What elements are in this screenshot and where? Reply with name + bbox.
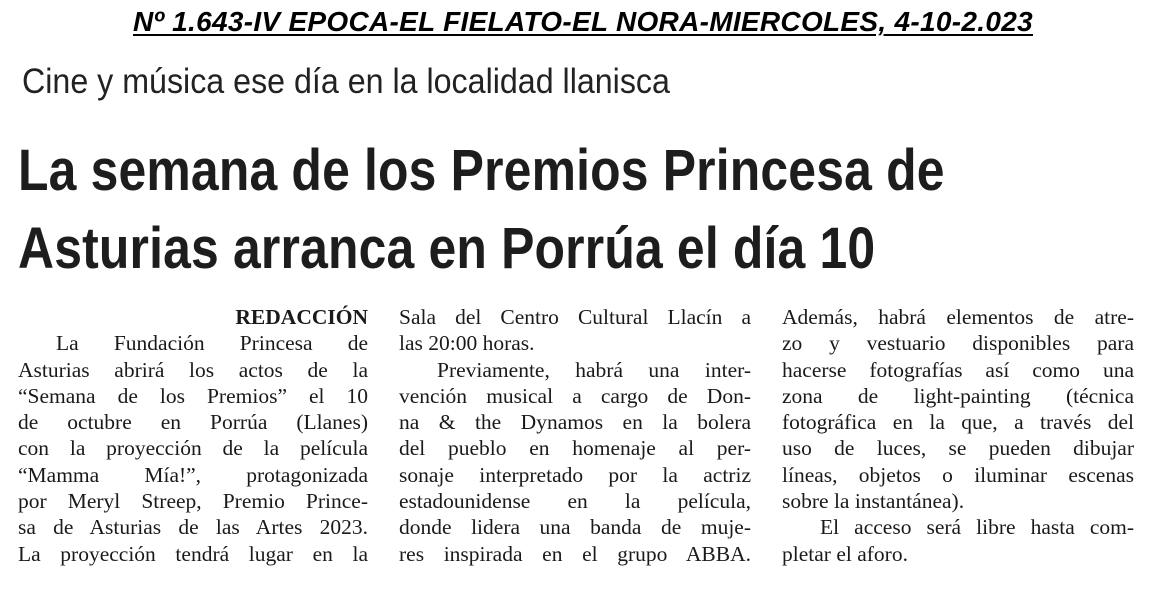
- text-line: Además, habrá elementos de atre-: [782, 305, 1134, 329]
- text-line: Asturias abrirá los actos de la: [18, 357, 368, 382]
- text-line: zo y vestuario disponibles para: [782, 331, 1134, 356]
- text-line: Sala del Centro Cultural Llacín a: [399, 305, 751, 329]
- text-line: “Semana de los Premios” el 10: [18, 383, 368, 408]
- text-line: sa de Asturias de las Artes 2023.: [18, 515, 368, 540]
- text-line: res inspirada en el grupo ABBA.: [399, 541, 751, 566]
- column-3: [782, 304, 1134, 567]
- text-line: hacerse fotografías así como una: [782, 357, 1134, 382]
- text-line: Previamente, habrá una inter-: [437, 357, 751, 382]
- column-1: [18, 304, 368, 567]
- masthead: [0, 6, 1166, 38]
- column-2: [399, 304, 751, 567]
- text-line: por Meryl Streep, Premio Prince-: [18, 489, 368, 514]
- text-line: del pueblo en homenaje al per-: [399, 436, 751, 461]
- text-line: las 20:00 horas.: [399, 331, 535, 356]
- text-line: de octubre en Porrúa (Llanes): [18, 410, 368, 435]
- text-line: sobre la instantánea).: [782, 489, 965, 514]
- text-line: líneas, objetos o iluminar escenas: [782, 462, 1134, 487]
- headline-line-1: La semana de los Premios Princesa de: [18, 138, 945, 203]
- text-line: estadounidense en la película,: [399, 489, 751, 514]
- text-line: La proyección tendrá lugar en la: [18, 541, 368, 566]
- text-line: uso de luces, se pueden dibujar: [782, 436, 1134, 461]
- text-line: vención musical a cargo de Don-: [399, 383, 751, 408]
- text-line: zona de light-painting (técnica: [782, 383, 1134, 408]
- text-line: La Fundación Princesa de: [56, 331, 368, 356]
- headline-line-2: Asturias arranca en Porrúa el día 10: [18, 216, 876, 281]
- byline: REDACCIÓN: [235, 305, 368, 329]
- text-line: na & the Dynamos en la bolera: [399, 410, 751, 435]
- text-line: El acceso será libre hasta com-: [820, 515, 1134, 540]
- text-line: pletar el aforo.: [782, 541, 908, 566]
- kicker-subheadline: Cine y música ese día en la localidad llanisca: [22, 62, 670, 101]
- text-line: fotográfica en la que, a través del: [782, 410, 1134, 435]
- text-line: “Mamma Mía!”, protagonizada: [18, 462, 368, 487]
- headline: [18, 132, 1093, 288]
- masthead-text: Nº 1.643-IV EPOCA-EL FIELATO-EL NORA-MIERCOLES, 4-10-2.023: [133, 6, 1033, 37]
- text-line: donde lidera una banda de muje-: [399, 515, 751, 540]
- text-line: con la proyección de la película: [18, 436, 368, 461]
- text-line: sonaje interpretado por la actriz: [399, 462, 751, 487]
